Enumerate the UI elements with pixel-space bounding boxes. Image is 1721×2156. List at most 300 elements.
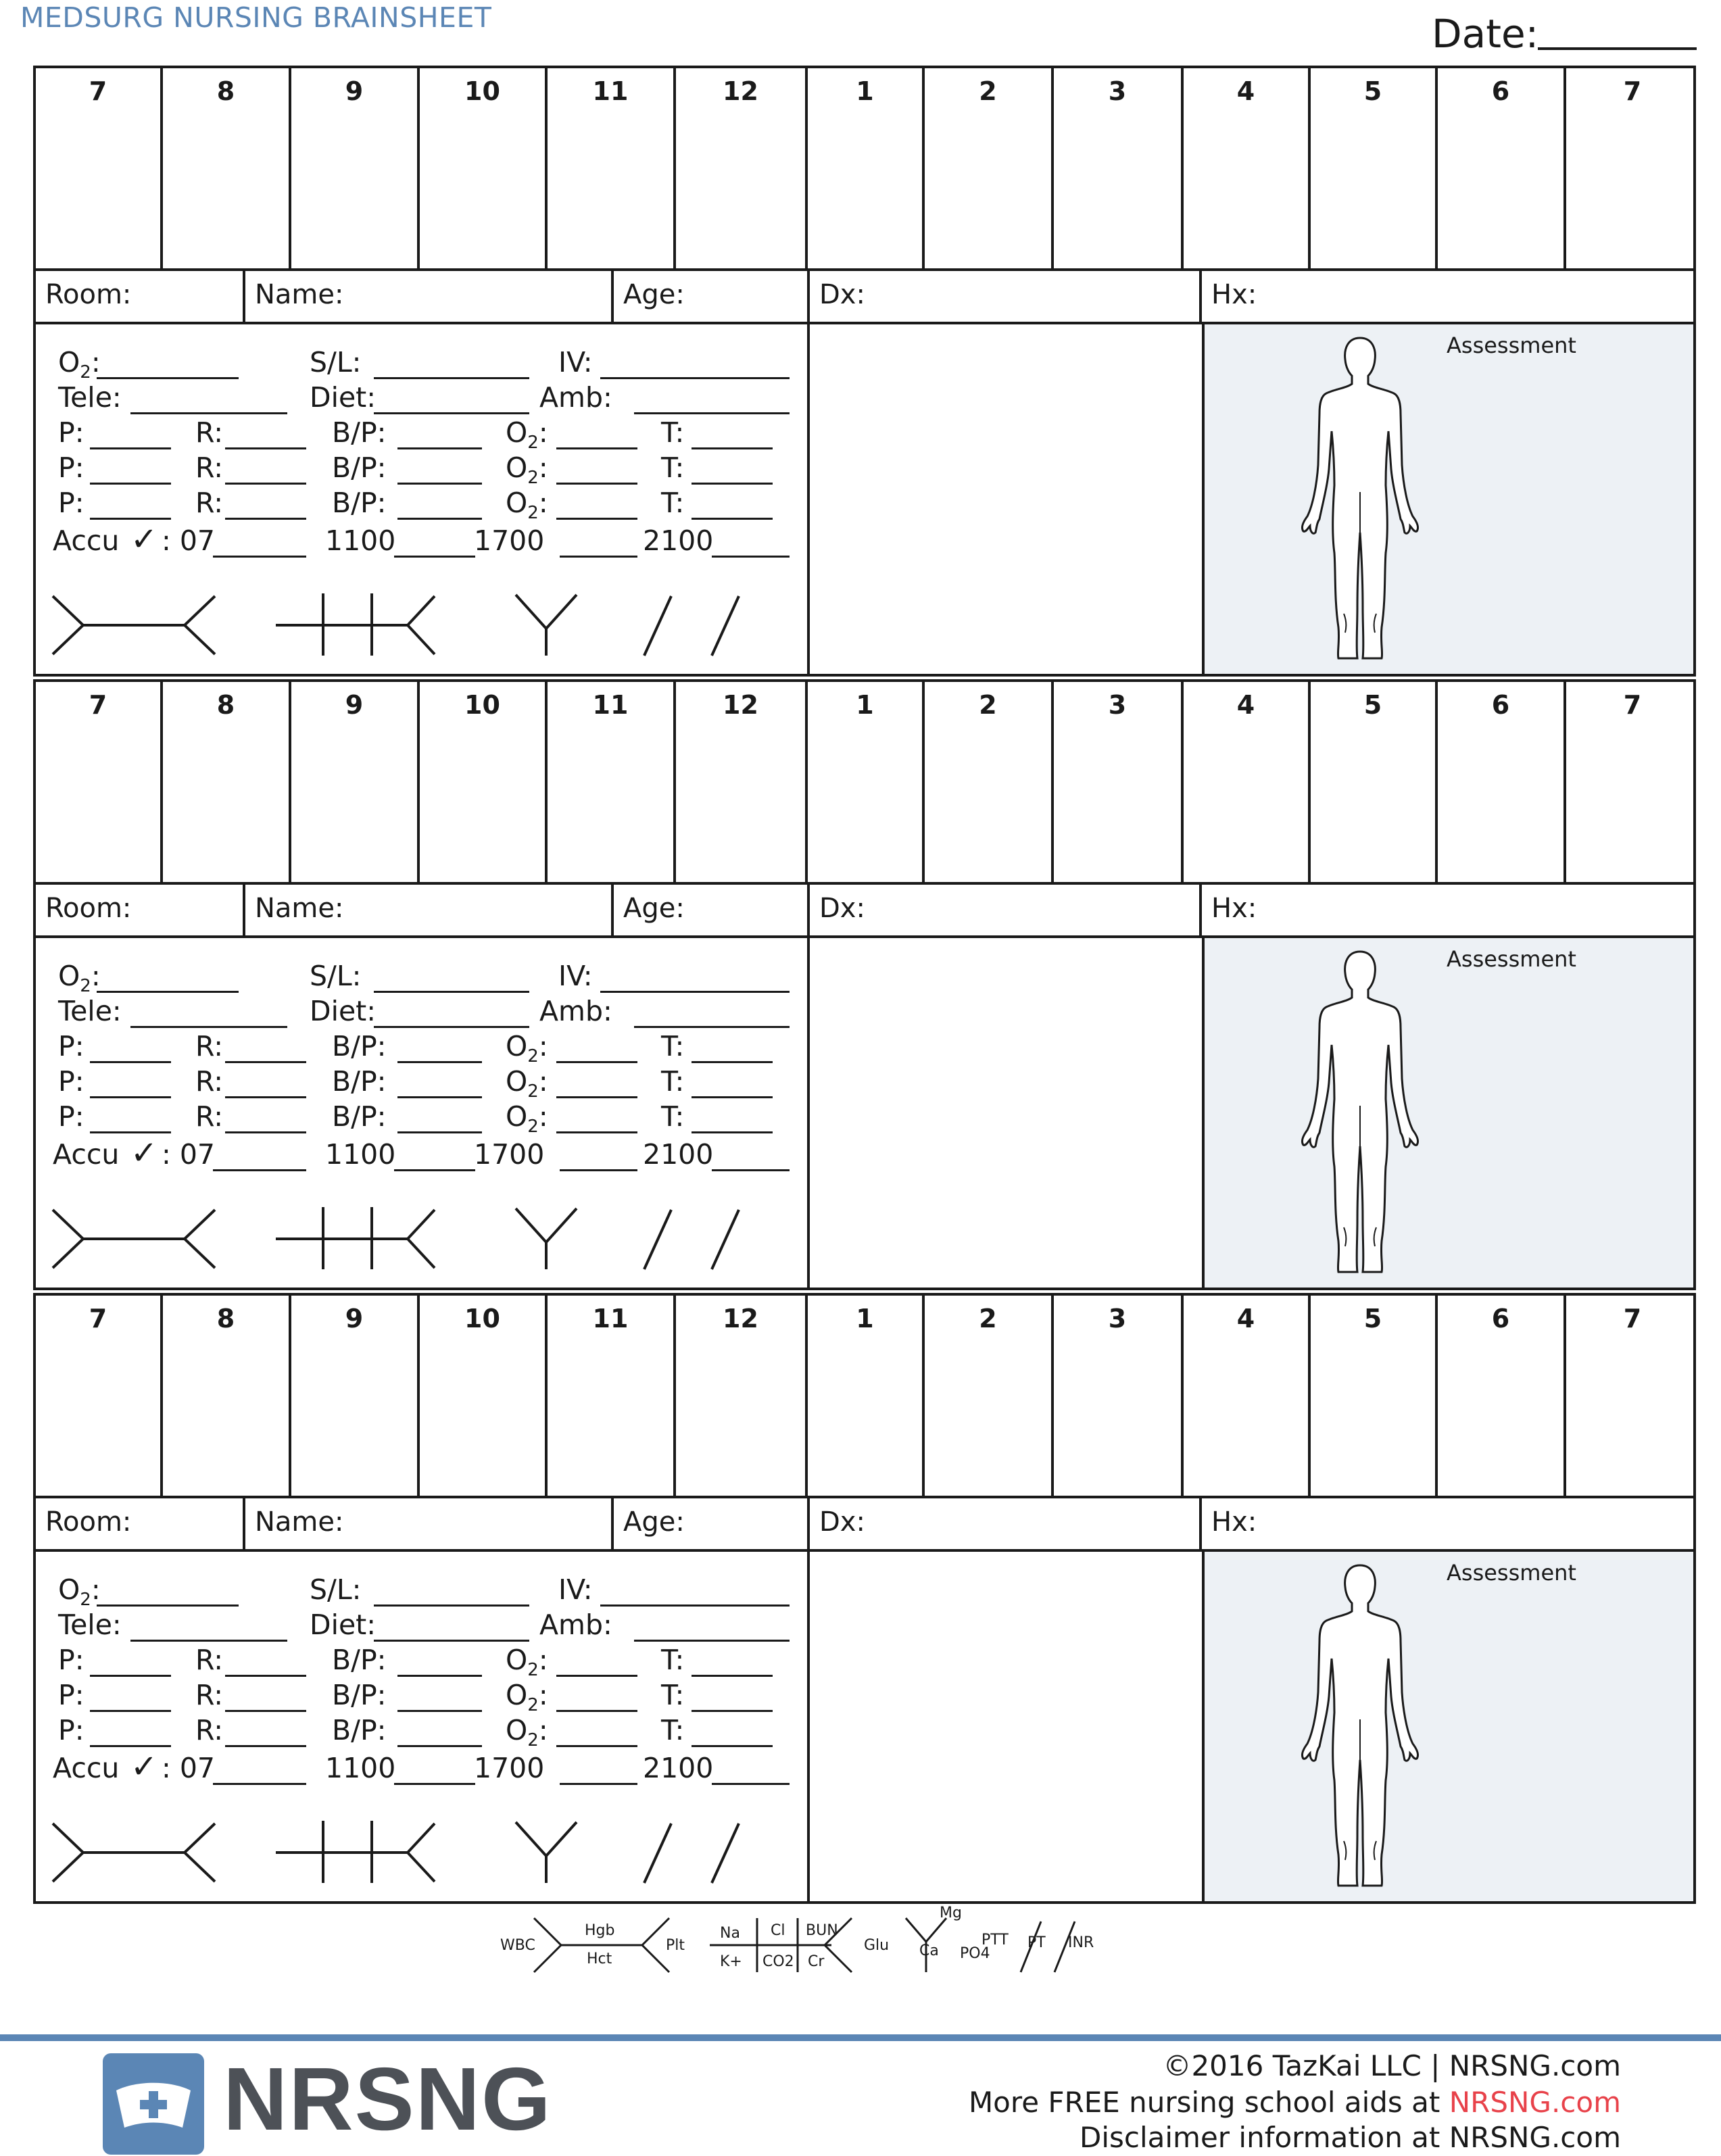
resp-input-line[interactable] xyxy=(225,447,306,449)
resp-input-line[interactable] xyxy=(225,1745,306,1747)
temp-input-line[interactable] xyxy=(692,447,773,449)
diet-label: Diet: xyxy=(310,1609,377,1641)
hour-slot[interactable] xyxy=(676,1296,808,1496)
hour-label: 10 xyxy=(464,1304,500,1333)
accu-label: Accu xyxy=(53,524,120,557)
o2-label-colon: : xyxy=(91,346,101,378)
hour-slot[interactable] xyxy=(1438,682,1566,882)
hour-label: 7 xyxy=(1623,1304,1642,1333)
iv-input-line[interactable] xyxy=(600,377,790,379)
hour-label: 12 xyxy=(723,690,758,720)
temp-input-line[interactable] xyxy=(692,1710,773,1712)
hour-slot[interactable] xyxy=(548,1296,676,1496)
hour-slot[interactable] xyxy=(548,682,676,882)
bp-label: B/P: xyxy=(332,416,387,449)
resp-label: R: xyxy=(195,1679,224,1711)
temp-label: T: xyxy=(661,416,685,449)
assessment-area[interactable] xyxy=(1202,1552,1693,1901)
vitals-block xyxy=(36,1552,813,1896)
age-field[interactable]: Age: xyxy=(614,882,810,935)
hour-label: 8 xyxy=(216,1304,235,1333)
hour-slot[interactable] xyxy=(1184,682,1311,882)
hour-slot[interactable] xyxy=(163,68,291,268)
o2-sat-label-sub: 2 xyxy=(527,1117,539,1137)
accu-1700-input-line[interactable] xyxy=(560,556,637,558)
bp-input-line[interactable] xyxy=(397,447,482,449)
bp-label: B/P: xyxy=(332,1030,387,1062)
assessment-area[interactable] xyxy=(1202,938,1693,1288)
pt-label: PT xyxy=(1027,1934,1046,1951)
iv-label: IV: xyxy=(558,960,593,992)
hour-slot[interactable] xyxy=(808,682,925,882)
notes-area[interactable] xyxy=(810,324,1202,674)
pulse-input-line[interactable] xyxy=(90,483,171,485)
sl-label: S/L: xyxy=(310,960,362,992)
bp-input-line[interactable] xyxy=(397,1096,482,1098)
accu-1700-input-line[interactable] xyxy=(560,1783,637,1785)
inr-label: INR xyxy=(1068,1934,1094,1951)
cr-label: Cr xyxy=(808,1953,825,1970)
nurse-cap-logo-icon xyxy=(103,2053,204,2155)
hour-slot[interactable] xyxy=(1566,1296,1699,1496)
accu-0700-input-line[interactable] xyxy=(213,556,306,558)
room-field[interactable]: Room: xyxy=(36,268,245,322)
o2-label xyxy=(58,960,101,996)
o2-sat-input-line[interactable] xyxy=(556,483,637,485)
tele-input-line[interactable] xyxy=(130,412,287,414)
pulse-input-line[interactable] xyxy=(90,447,171,449)
o2-sat-label-colon: : xyxy=(538,1065,548,1098)
na-label: Na xyxy=(720,1925,740,1942)
o2-sat-label-sub: 2 xyxy=(527,1081,539,1102)
hour-label: 7 xyxy=(89,1304,107,1333)
dx-field[interactable]: Dx: xyxy=(810,1496,1202,1549)
resp-label: R: xyxy=(195,1714,224,1746)
o2-label-sub: 2 xyxy=(80,362,91,383)
notes-area[interactable] xyxy=(810,938,1202,1288)
resp-input-line[interactable] xyxy=(225,1675,306,1677)
resp-label: R: xyxy=(195,487,224,519)
lab-fishbone-diagrams-icon[interactable] xyxy=(36,1202,806,1276)
bp-label: B/P: xyxy=(332,1065,387,1098)
o2-sat-label-sub: 2 xyxy=(527,1730,539,1751)
bmp-fishbone-icon xyxy=(276,1207,435,1269)
hour-slot[interactable] xyxy=(1184,1296,1311,1496)
o2-sat-label-colon: : xyxy=(538,1644,548,1676)
hour-slot[interactable] xyxy=(163,682,291,882)
coag-slash-icon xyxy=(644,596,739,656)
hour-slot[interactable] xyxy=(36,1296,163,1496)
o2-sat-label-main: O xyxy=(506,1100,528,1133)
hour-label: 5 xyxy=(1363,76,1382,106)
tele-input-line[interactable] xyxy=(130,1026,287,1028)
pulse-label: P: xyxy=(58,1714,84,1746)
resp-input-line[interactable] xyxy=(225,1096,306,1098)
bmp-fishbone-icon xyxy=(276,593,435,656)
pulse-input-line[interactable] xyxy=(90,1745,171,1747)
name-field[interactable]: Name: xyxy=(245,1496,614,1549)
body-outline-icon xyxy=(1292,1557,1428,1895)
temp-input-line[interactable] xyxy=(692,1061,773,1063)
pulse-label: P: xyxy=(58,487,84,519)
temp-input-line[interactable] xyxy=(692,1675,773,1677)
pulse-input-line[interactable] xyxy=(90,1061,171,1063)
name-field[interactable]: Name: xyxy=(245,268,614,322)
o2-sat-label-sub: 2 xyxy=(527,1695,539,1716)
o2-label-sub: 2 xyxy=(80,976,91,997)
diet-input-line[interactable] xyxy=(374,1640,529,1642)
o2-label-sub: 2 xyxy=(80,1590,91,1611)
dx-field[interactable]: Dx: xyxy=(810,882,1202,935)
resp-input-line[interactable] xyxy=(225,518,306,520)
room-field[interactable]: Room: xyxy=(36,1496,245,1549)
amb-label: Amb: xyxy=(539,1609,612,1641)
hour-label: 4 xyxy=(1236,1304,1255,1333)
pulse-label: P: xyxy=(58,1030,84,1062)
accu-2100-input-line[interactable] xyxy=(712,556,790,558)
hour-slot[interactable] xyxy=(1438,68,1566,268)
diet-label: Diet: xyxy=(310,995,377,1027)
tele-input-line[interactable] xyxy=(130,1640,287,1642)
hour-label: 9 xyxy=(345,1304,364,1333)
assessment-label: Assessment xyxy=(1447,333,1576,358)
hour-slot[interactable] xyxy=(548,68,676,268)
body-outline-icon xyxy=(1292,330,1428,668)
o2-sat-label-colon: : xyxy=(538,487,548,519)
co2-label: CO2 xyxy=(762,1953,794,1970)
bp-label: B/P: xyxy=(332,1644,387,1676)
patient-section-2 xyxy=(33,679,1696,1290)
o2-sat-label-colon: : xyxy=(538,1679,548,1711)
hour-grid xyxy=(33,1293,1696,1498)
bp-input-line[interactable] xyxy=(397,483,482,485)
o2-label xyxy=(58,1573,101,1610)
mg-ca-po4-icon xyxy=(516,595,577,656)
o2-label-colon: : xyxy=(91,1573,101,1606)
o2-sat-label-main: O xyxy=(506,416,528,449)
page-title: MEDSURG NURSING BRAINSHEET xyxy=(20,1,492,34)
o2-sat-label-sub: 2 xyxy=(527,1046,539,1067)
tele-label: Tele: xyxy=(58,995,122,1027)
o2-input-line[interactable] xyxy=(97,377,239,379)
hour-label: 3 xyxy=(1108,76,1127,106)
o2-sat-label-main: O xyxy=(506,1644,528,1676)
disclaimer-text: Disclaimer information at NRSNG.com xyxy=(1079,2121,1621,2154)
amb-input-line[interactable] xyxy=(634,1026,790,1028)
resp-label: R: xyxy=(195,416,224,449)
o2-sat-label xyxy=(506,487,548,523)
temp-input-line[interactable] xyxy=(692,1096,773,1098)
notes-area[interactable] xyxy=(810,1552,1202,1901)
resp-input-line[interactable] xyxy=(225,1710,306,1712)
accu-1700-label: 1700 xyxy=(474,524,545,557)
patient-section-3 xyxy=(33,1293,1696,1904)
o2-sat-label-main: O xyxy=(506,1679,528,1711)
diet-input-line[interactable] xyxy=(374,1026,529,1028)
temp-input-line[interactable] xyxy=(692,1131,773,1133)
hour-label: 8 xyxy=(216,690,235,720)
hour-label: 5 xyxy=(1363,690,1382,720)
accu-label: Accu xyxy=(53,1138,120,1171)
amb-input-line[interactable] xyxy=(634,1640,790,1642)
hour-slot[interactable] xyxy=(1311,1296,1438,1496)
hour-slot[interactable] xyxy=(420,682,548,882)
resp-input-line[interactable] xyxy=(225,1131,306,1133)
o2-sat-label-colon: : xyxy=(538,416,548,449)
hour-slot[interactable] xyxy=(291,1296,420,1496)
o2-sat-label-sub: 2 xyxy=(527,503,539,524)
hour-label: 7 xyxy=(89,690,107,720)
accu-1700-label: 1700 xyxy=(474,1138,545,1171)
hour-label: 12 xyxy=(723,76,758,106)
o2-sat-label-main: O xyxy=(506,1714,528,1746)
iv-label: IV: xyxy=(558,1573,593,1606)
lab-fishbone-diagrams-icon[interactable] xyxy=(36,588,806,662)
temp-input-line[interactable] xyxy=(692,483,773,485)
temp-label: T: xyxy=(661,451,685,484)
o2-sat-label xyxy=(506,1679,548,1715)
accu-1700-label: 1700 xyxy=(474,1752,545,1784)
hour-slot[interactable] xyxy=(1566,68,1699,268)
accu-2100-label: 2100 xyxy=(643,1138,714,1171)
hour-label: 1 xyxy=(856,1304,874,1333)
o2-sat-label-main: O xyxy=(506,451,528,484)
bp-input-line[interactable] xyxy=(397,1061,482,1063)
hour-label: 10 xyxy=(464,690,500,720)
sl-input-line[interactable] xyxy=(374,1604,529,1607)
bp-input-line[interactable] xyxy=(397,1710,482,1712)
iv-input-line[interactable] xyxy=(600,991,790,993)
o2-label-main: O xyxy=(58,960,80,992)
accu-0700-label: : 07 xyxy=(162,1752,216,1784)
patient-info-row xyxy=(33,1496,1696,1552)
cbc-fishbone-icon xyxy=(53,1823,215,1882)
patient-detail-area xyxy=(33,1552,1696,1904)
resp-label: R: xyxy=(195,1065,224,1098)
room-field[interactable]: Room: xyxy=(36,882,245,935)
ptt-label: PTT xyxy=(981,1932,1009,1949)
bmp-fishbone-icon xyxy=(276,1821,435,1883)
o2-sat-input-line[interactable] xyxy=(556,447,637,449)
accu-1100-input-line[interactable] xyxy=(394,1169,475,1171)
tele-label: Tele: xyxy=(58,1609,122,1641)
ca-label: Ca xyxy=(919,1942,939,1959)
accu-2100-label: 2100 xyxy=(643,1752,714,1784)
sl-label: S/L: xyxy=(310,346,362,378)
resp-input-line[interactable] xyxy=(225,483,306,485)
lab-legend xyxy=(493,1905,1169,1986)
iv-label: IV: xyxy=(558,346,593,378)
o2-sat-input-line[interactable] xyxy=(556,1710,637,1712)
temp-input-line[interactable] xyxy=(692,518,773,520)
temp-label: T: xyxy=(661,1100,685,1133)
age-field[interactable]: Age: xyxy=(614,268,810,322)
hx-field[interactable]: Hx: xyxy=(1211,893,1257,924)
o2-sat-label xyxy=(506,1644,548,1680)
bp-input-line[interactable] xyxy=(397,1675,482,1677)
hour-slot[interactable] xyxy=(1054,1296,1184,1496)
hour-slot[interactable] xyxy=(1054,682,1184,882)
amb-label: Amb: xyxy=(539,995,612,1027)
bp-input-line[interactable] xyxy=(397,1745,482,1747)
resp-input-line[interactable] xyxy=(225,1061,306,1063)
hour-slot[interactable] xyxy=(163,1296,291,1496)
pulse-input-line[interactable] xyxy=(90,1710,171,1712)
hour-label: 3 xyxy=(1108,690,1127,720)
accu-1100-input-line[interactable] xyxy=(394,1783,475,1785)
hour-slot[interactable] xyxy=(36,68,163,268)
o2-sat-input-line[interactable] xyxy=(556,1061,637,1063)
pulse-label: P: xyxy=(58,1065,84,1098)
dx-field[interactable]: Dx: xyxy=(810,268,1202,322)
accu-2100-input-line[interactable] xyxy=(712,1169,790,1171)
accu-1100-label: 1100 xyxy=(325,1138,396,1171)
hour-label: 1 xyxy=(856,690,874,720)
pulse-input-line[interactable] xyxy=(90,1096,171,1098)
accu-2100-input-line[interactable] xyxy=(712,1783,790,1785)
sl-input-line[interactable] xyxy=(374,991,529,993)
o2-sat-label-colon: : xyxy=(538,1100,548,1133)
pulse-label: P: xyxy=(58,451,84,484)
diet-input-line[interactable] xyxy=(374,412,529,414)
o2-sat-input-line[interactable] xyxy=(556,1131,637,1133)
vitals-block xyxy=(36,938,813,1283)
hour-label: 8 xyxy=(216,76,235,106)
assessment-area[interactable] xyxy=(1202,324,1693,674)
mg-label: Mg xyxy=(940,1905,962,1921)
mg-ca-po4-icon xyxy=(516,1208,577,1269)
accu-0700-input-line[interactable] xyxy=(213,1169,306,1171)
bp-label: B/P: xyxy=(332,1714,387,1746)
pulse-input-line[interactable] xyxy=(90,1131,171,1133)
o2-label-main: O xyxy=(58,346,80,378)
bp-input-line[interactable] xyxy=(397,518,482,520)
lab-fishbone-diagrams-icon[interactable] xyxy=(36,1815,806,1890)
hour-grid xyxy=(33,66,1696,271)
resp-label: R: xyxy=(195,1030,224,1062)
o2-input-line[interactable] xyxy=(97,1604,239,1607)
age-field[interactable]: Age: xyxy=(614,1496,810,1549)
pulse-input-line[interactable] xyxy=(90,1675,171,1677)
resp-label: R: xyxy=(195,451,224,484)
temp-input-line[interactable] xyxy=(692,1745,773,1747)
pulse-label: P: xyxy=(58,1644,84,1676)
patient-detail-area xyxy=(33,324,1696,677)
hour-slot[interactable] xyxy=(808,68,925,268)
hour-label: 3 xyxy=(1108,1304,1127,1333)
hour-label: 11 xyxy=(592,690,629,720)
date-field[interactable] xyxy=(1538,47,1697,50)
o2-input-line[interactable] xyxy=(97,991,239,993)
hour-slot[interactable] xyxy=(676,682,808,882)
hgb-label: Hgb xyxy=(585,1922,615,1939)
copyright-text: ©2016 TazKai LLC | NRSNG.com xyxy=(1163,2049,1621,2082)
accu-1100-input-line[interactable] xyxy=(394,556,475,558)
iv-input-line[interactable] xyxy=(600,1604,790,1607)
resp-label: R: xyxy=(195,1644,224,1676)
more-aids-text xyxy=(969,2086,1621,2119)
o2-label-main: O xyxy=(58,1573,80,1606)
o2-label xyxy=(58,346,101,383)
hour-label: 7 xyxy=(89,76,107,106)
hour-slot[interactable] xyxy=(420,1296,548,1496)
o2-sat-label-main: O xyxy=(506,1030,528,1062)
hour-slot[interactable] xyxy=(291,68,420,268)
hour-slot[interactable] xyxy=(1566,682,1699,882)
bun-label: BUN xyxy=(806,1922,838,1939)
po4-label: PO4 xyxy=(960,1945,990,1962)
o2-sat-input-line[interactable] xyxy=(556,1745,637,1747)
temp-label: T: xyxy=(661,1030,685,1062)
bp-input-line[interactable] xyxy=(397,1131,482,1133)
name-field[interactable]: Name: xyxy=(245,882,614,935)
footer-divider xyxy=(0,2034,1721,2041)
hour-label: 5 xyxy=(1363,1304,1382,1333)
pulse-input-line[interactable] xyxy=(90,518,171,520)
o2-sat-label-colon: : xyxy=(538,1030,548,1062)
patient-detail-area xyxy=(33,938,1696,1290)
hx-field[interactable]: Hx: xyxy=(1211,1506,1257,1538)
body-outline-icon xyxy=(1292,944,1428,1281)
temp-label: T: xyxy=(661,487,685,519)
accu-2100-label: 2100 xyxy=(643,524,714,557)
hour-slot[interactable] xyxy=(1311,68,1438,268)
wbc-label: WBC xyxy=(500,1937,535,1954)
o2-sat-label-sub: 2 xyxy=(527,1660,539,1681)
accu-1100-label: 1100 xyxy=(325,524,396,557)
coag-slash-icon xyxy=(644,1210,739,1269)
o2-sat-label xyxy=(506,416,548,453)
nrsng-link[interactable]: NRSNG.com xyxy=(1449,2086,1621,2119)
hour-slot[interactable] xyxy=(36,682,163,882)
accu-0700-label: : 07 xyxy=(162,524,216,557)
hour-slot[interactable] xyxy=(925,1296,1054,1496)
plt-label: Plt xyxy=(666,1937,685,1954)
pulse-label: P: xyxy=(58,416,84,449)
o2-sat-label-main: O xyxy=(506,1065,528,1098)
o2-sat-label-main: O xyxy=(506,487,528,519)
accu-1100-label: 1100 xyxy=(325,1752,396,1784)
hour-label: 4 xyxy=(1236,690,1255,720)
hour-slot[interactable] xyxy=(1438,1296,1566,1496)
bp-label: B/P: xyxy=(332,1679,387,1711)
hour-slot[interactable] xyxy=(808,1296,925,1496)
hx-field[interactable]: Hx: xyxy=(1211,279,1257,310)
accu-0700-input-line[interactable] xyxy=(213,1783,306,1785)
accu-0700-label: : 07 xyxy=(162,1138,216,1171)
hour-slot[interactable] xyxy=(925,682,1054,882)
o2-sat-input-line[interactable] xyxy=(556,1675,637,1677)
o2-sat-label-sub: 2 xyxy=(527,468,539,489)
accu-1700-input-line[interactable] xyxy=(560,1169,637,1171)
o2-sat-input-line[interactable] xyxy=(556,1096,637,1098)
amb-input-line[interactable] xyxy=(634,412,790,414)
hour-slot[interactable] xyxy=(1184,68,1311,268)
temp-label: T: xyxy=(661,1065,685,1098)
sl-input-line[interactable] xyxy=(374,377,529,379)
hour-slot[interactable] xyxy=(1311,682,1438,882)
hour-label: 2 xyxy=(979,690,997,720)
hour-slot[interactable] xyxy=(420,68,548,268)
patient-info-row xyxy=(33,882,1696,938)
o2-sat-input-line[interactable] xyxy=(556,518,637,520)
hour-slot[interactable] xyxy=(291,682,420,882)
hour-slot[interactable] xyxy=(676,68,808,268)
hour-slot[interactable] xyxy=(925,68,1054,268)
hour-label: 12 xyxy=(723,1304,758,1333)
o2-sat-label xyxy=(506,1065,548,1102)
hour-slot[interactable] xyxy=(1054,68,1184,268)
